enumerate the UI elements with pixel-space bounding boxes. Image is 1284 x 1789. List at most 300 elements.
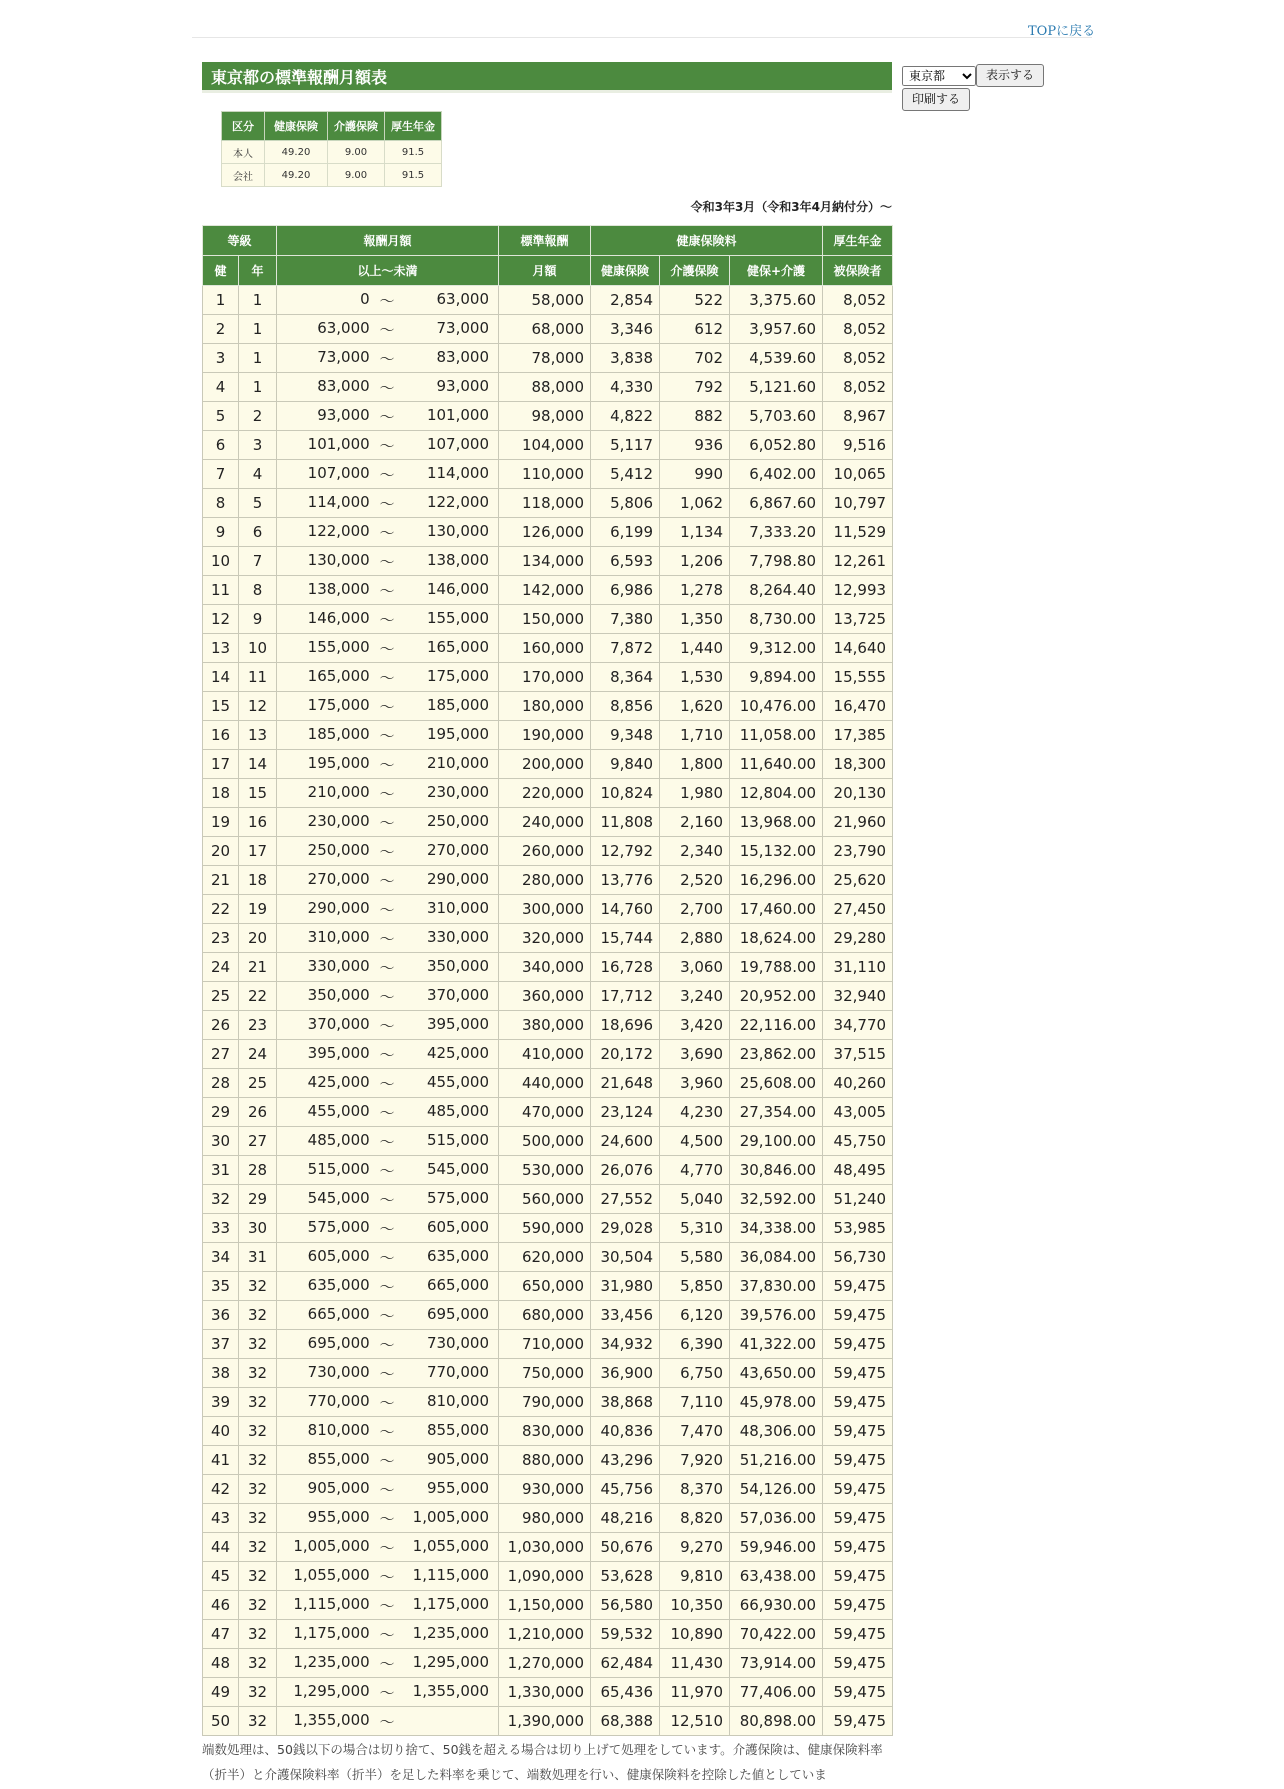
care-insurance-cell: 1,800	[660, 750, 730, 779]
grade-pension-cell: 28	[239, 1156, 277, 1185]
pension-insured-cell: 10,797	[823, 489, 893, 518]
range-separator: ～	[379, 1596, 395, 1615]
range-cell	[277, 837, 499, 866]
standard-monthly-cell: 180,000	[499, 692, 591, 721]
range-from: 165,000	[307, 666, 370, 685]
grade-health-cell: 43	[203, 1504, 239, 1533]
range-from: 455,000	[307, 1101, 370, 1120]
print-button[interactable]: 印刷する	[902, 88, 970, 111]
range-from: 635,000	[307, 1275, 370, 1294]
health-insurance-cell: 2,854	[591, 286, 660, 315]
health-plus-care-cell: 12,804.00	[730, 779, 823, 808]
care-insurance-cell: 7,110	[660, 1388, 730, 1417]
range-from: 210,000	[307, 782, 370, 801]
range-cell	[277, 1446, 499, 1475]
health-insurance-cell: 45,756	[591, 1475, 660, 1504]
table-row	[203, 1011, 893, 1040]
range-from: 107,000	[307, 463, 370, 482]
range-to: 101,000	[426, 405, 489, 424]
grade-health-cell: 49	[203, 1678, 239, 1707]
health-plus-care-cell: 43,650.00	[730, 1359, 823, 1388]
range-cell	[277, 1243, 499, 1272]
range-from: 370,000	[307, 1014, 370, 1033]
table-row	[203, 1707, 893, 1736]
header-standard: 標準報酬	[499, 226, 591, 256]
range-separator: ～	[379, 1567, 395, 1586]
table-row	[203, 1359, 893, 1388]
table-row	[203, 808, 893, 837]
grade-health-cell: 33	[203, 1214, 239, 1243]
range-from: 310,000	[307, 927, 370, 946]
grade-pension-cell: 2	[239, 402, 277, 431]
range-to: 107,000	[426, 434, 489, 453]
health-plus-care-cell: 17,460.00	[730, 895, 823, 924]
grade-pension-cell: 32	[239, 1301, 277, 1330]
range-to: 350,000	[426, 956, 489, 975]
health-insurance-cell: 12,792	[591, 837, 660, 866]
standard-monthly-cell: 280,000	[499, 866, 591, 895]
care-insurance-cell: 882	[660, 402, 730, 431]
range-cell	[277, 1562, 499, 1591]
grade-pension-cell: 5	[239, 489, 277, 518]
standard-monthly-cell: 830,000	[499, 1417, 591, 1446]
pension-insured-cell: 8,052	[823, 315, 893, 344]
range-from: 93,000	[317, 405, 370, 424]
range-to: 250,000	[426, 811, 489, 830]
health-plus-care-cell: 45,978.00	[730, 1388, 823, 1417]
grade-pension-cell: 1	[239, 286, 277, 315]
rate-row	[222, 164, 442, 187]
health-insurance-cell: 5,117	[591, 431, 660, 460]
range-cell	[277, 1620, 499, 1649]
health-insurance-cell: 8,856	[591, 692, 660, 721]
health-plus-care-cell: 29,100.00	[730, 1127, 823, 1156]
subheader-health-ins: 健康保険	[591, 256, 660, 286]
table-row	[203, 982, 893, 1011]
table-subheader-row	[203, 256, 893, 286]
range-from: 0	[360, 289, 370, 308]
care-insurance-cell: 522	[660, 286, 730, 315]
health-plus-care-cell: 63,438.00	[730, 1562, 823, 1591]
range-to: 185,000	[426, 695, 489, 714]
grade-pension-cell: 31	[239, 1243, 277, 1272]
health-plus-care-cell: 8,730.00	[730, 605, 823, 634]
health-insurance-cell: 16,728	[591, 953, 660, 982]
grade-health-cell: 36	[203, 1301, 239, 1330]
range-from: 485,000	[307, 1130, 370, 1149]
range-to: 114,000	[426, 463, 489, 482]
grade-pension-cell: 20	[239, 924, 277, 953]
standard-monthly-cell: 170,000	[499, 663, 591, 692]
care-insurance-cell: 9,270	[660, 1533, 730, 1562]
range-separator: ～	[379, 1364, 395, 1383]
grade-pension-cell: 25	[239, 1069, 277, 1098]
standard-monthly-cell: 980,000	[499, 1504, 591, 1533]
range-separator: ～	[379, 1509, 395, 1528]
grade-health-cell: 15	[203, 692, 239, 721]
subheader-insured: 被保険者	[823, 256, 893, 286]
care-insurance-cell: 1,062	[660, 489, 730, 518]
health-plus-care-cell: 3,375.60	[730, 286, 823, 315]
table-row	[203, 1040, 893, 1069]
grade-pension-cell: 1	[239, 373, 277, 402]
range-cell	[277, 1011, 499, 1040]
care-insurance-cell: 4,500	[660, 1127, 730, 1156]
table-row	[203, 460, 893, 489]
range-cell	[277, 431, 499, 460]
standard-monthly-cell: 160,000	[499, 634, 591, 663]
prefecture-select[interactable]	[902, 66, 976, 86]
grade-health-cell: 9	[203, 518, 239, 547]
range-to: 730,000	[426, 1333, 489, 1352]
rate-cell: 49.20	[265, 141, 328, 164]
grade-pension-cell: 14	[239, 750, 277, 779]
table-row	[203, 547, 893, 576]
care-insurance-cell: 10,890	[660, 1620, 730, 1649]
standard-monthly-cell: 790,000	[499, 1388, 591, 1417]
health-insurance-cell: 7,872	[591, 634, 660, 663]
table-header-row	[203, 226, 893, 256]
standard-monthly-cell: 620,000	[499, 1243, 591, 1272]
grade-pension-cell: 32	[239, 1272, 277, 1301]
standard-monthly-cell: 650,000	[499, 1272, 591, 1301]
range-separator: ～	[379, 639, 395, 658]
health-plus-care-cell: 20,952.00	[730, 982, 823, 1011]
pension-insured-cell: 8,967	[823, 402, 893, 431]
standard-monthly-cell: 500,000	[499, 1127, 591, 1156]
range-cell	[277, 1156, 499, 1185]
range-cell	[277, 1475, 499, 1504]
grade-health-cell: 45	[203, 1562, 239, 1591]
table-row	[203, 576, 893, 605]
pension-insured-cell: 59,475	[823, 1475, 893, 1504]
pension-insured-cell: 53,985	[823, 1214, 893, 1243]
health-plus-care-cell: 54,126.00	[730, 1475, 823, 1504]
range-cell	[277, 1678, 499, 1707]
grade-health-cell: 3	[203, 344, 239, 373]
standard-monthly-cell: 110,000	[499, 460, 591, 489]
health-insurance-cell: 24,600	[591, 1127, 660, 1156]
rate-cell: 91.5	[385, 141, 442, 164]
table-row	[203, 1069, 893, 1098]
pension-insured-cell: 59,475	[823, 1330, 893, 1359]
pension-insured-cell: 21,960	[823, 808, 893, 837]
range-to: 955,000	[426, 1478, 489, 1497]
grade-pension-cell: 32	[239, 1562, 277, 1591]
range-from: 330,000	[307, 956, 370, 975]
grade-pension-cell: 30	[239, 1214, 277, 1243]
range-cell	[277, 576, 499, 605]
range-from: 575,000	[307, 1217, 370, 1236]
range-separator: ～	[379, 1393, 395, 1412]
pension-insured-cell: 12,261	[823, 547, 893, 576]
care-insurance-cell: 792	[660, 373, 730, 402]
table-row	[203, 286, 893, 315]
rate-cell: 会社	[222, 164, 265, 187]
pension-insured-cell: 8,052	[823, 373, 893, 402]
table-row	[203, 605, 893, 634]
table-row	[203, 1678, 893, 1707]
standard-monthly-cell: 360,000	[499, 982, 591, 1011]
range-to: 695,000	[426, 1304, 489, 1323]
health-insurance-cell: 30,504	[591, 1243, 660, 1272]
grade-health-cell: 6	[203, 431, 239, 460]
health-plus-care-cell: 22,116.00	[730, 1011, 823, 1040]
health-plus-care-cell: 39,576.00	[730, 1301, 823, 1330]
range-to: 63,000	[436, 289, 489, 308]
health-insurance-cell: 36,900	[591, 1359, 660, 1388]
range-separator: ～	[379, 1045, 395, 1064]
range-separator: ～	[379, 842, 395, 861]
range-from: 855,000	[307, 1449, 370, 1468]
health-insurance-cell: 62,484	[591, 1649, 660, 1678]
table-row	[203, 721, 893, 750]
table-row	[203, 1214, 893, 1243]
range-separator: ～	[379, 726, 395, 745]
range-separator: ～	[379, 1306, 395, 1325]
grade-health-cell: 35	[203, 1272, 239, 1301]
range-from: 138,000	[307, 579, 370, 598]
standard-monthly-cell: 1,390,000	[499, 1707, 591, 1736]
range-cell	[277, 1649, 499, 1678]
pension-insured-cell: 59,475	[823, 1504, 893, 1533]
range-from: 230,000	[307, 811, 370, 830]
range-to: 210,000	[426, 753, 489, 772]
rate-row	[222, 141, 442, 164]
range-cell	[277, 1388, 499, 1417]
pension-insured-cell: 16,470	[823, 692, 893, 721]
grade-pension-cell: 9	[239, 605, 277, 634]
rate-header-cell: 厚生年金	[385, 112, 442, 141]
range-cell	[277, 489, 499, 518]
range-from: 605,000	[307, 1246, 370, 1265]
range-cell	[277, 866, 499, 895]
table-row	[203, 1533, 893, 1562]
pension-insured-cell: 59,475	[823, 1301, 893, 1330]
standard-monthly-cell: 470,000	[499, 1098, 591, 1127]
grade-health-cell: 4	[203, 373, 239, 402]
range-separator: ～	[379, 987, 395, 1006]
health-plus-care-cell: 11,640.00	[730, 750, 823, 779]
rate-cell: 9.00	[328, 141, 385, 164]
range-separator: ～	[379, 1219, 395, 1238]
range-from: 63,000	[317, 318, 370, 337]
range-cell	[277, 779, 499, 808]
range-cell	[277, 1069, 499, 1098]
standard-monthly-cell: 58,000	[499, 286, 591, 315]
range-cell	[277, 1504, 499, 1533]
grade-pension-cell: 21	[239, 953, 277, 982]
table-row	[203, 431, 893, 460]
range-from: 955,000	[307, 1507, 370, 1526]
pension-insured-cell: 31,110	[823, 953, 893, 982]
grade-health-cell: 10	[203, 547, 239, 576]
range-from: 114,000	[307, 492, 370, 511]
grade-pension-cell: 32	[239, 1475, 277, 1504]
grade-pension-cell: 32	[239, 1591, 277, 1620]
grade-health-cell: 23	[203, 924, 239, 953]
standard-monthly-cell: 200,000	[499, 750, 591, 779]
table-row	[203, 344, 893, 373]
grade-pension-cell: 16	[239, 808, 277, 837]
range-separator: ～	[379, 871, 395, 890]
health-plus-care-cell: 3,957.60	[730, 315, 823, 344]
subheader-care-ins: 介護保険	[660, 256, 730, 286]
health-plus-care-cell: 48,306.00	[730, 1417, 823, 1446]
care-insurance-cell: 7,470	[660, 1417, 730, 1446]
table-row	[203, 1330, 893, 1359]
health-plus-care-cell: 23,862.00	[730, 1040, 823, 1069]
range-cell	[277, 1040, 499, 1069]
range-from: 695,000	[307, 1333, 370, 1352]
range-to: 270,000	[426, 840, 489, 859]
pension-insured-cell: 10,065	[823, 460, 893, 489]
rate-header-cell: 健康保険	[265, 112, 328, 141]
range-from: 1,355,000	[293, 1710, 370, 1729]
table-row	[203, 1185, 893, 1214]
pension-insured-cell: 59,475	[823, 1359, 893, 1388]
range-separator: ～	[379, 1277, 395, 1296]
top-link[interactable]: TOPに戻る	[1028, 24, 1096, 39]
pension-insured-cell: 59,475	[823, 1678, 893, 1707]
range-from: 1,175,000	[293, 1623, 370, 1642]
grade-health-cell: 32	[203, 1185, 239, 1214]
range-separator: ～	[379, 1248, 395, 1267]
care-insurance-cell: 2,880	[660, 924, 730, 953]
header-monthly-pay: 報酬月額	[277, 226, 499, 256]
health-plus-care-cell: 25,608.00	[730, 1069, 823, 1098]
care-insurance-cell: 6,120	[660, 1301, 730, 1330]
range-cell	[277, 895, 499, 924]
table-row	[203, 1620, 893, 1649]
care-insurance-cell: 1,440	[660, 634, 730, 663]
grade-pension-cell: 13	[239, 721, 277, 750]
health-plus-care-cell: 41,322.00	[730, 1330, 823, 1359]
care-insurance-cell: 1,278	[660, 576, 730, 605]
health-plus-care-cell: 19,788.00	[730, 953, 823, 982]
range-cell	[277, 518, 499, 547]
range-to: 425,000	[426, 1043, 489, 1062]
pension-insured-cell: 59,475	[823, 1562, 893, 1591]
pension-insured-cell: 9,516	[823, 431, 893, 460]
grade-health-cell: 37	[203, 1330, 239, 1359]
pension-insured-cell: 29,280	[823, 924, 893, 953]
grade-pension-cell: 10	[239, 634, 277, 663]
range-cell	[277, 953, 499, 982]
health-insurance-cell: 6,593	[591, 547, 660, 576]
table-row	[203, 924, 893, 953]
care-insurance-cell: 3,960	[660, 1069, 730, 1098]
standard-monthly-cell: 240,000	[499, 808, 591, 837]
rate-header-cell: 区分	[222, 112, 265, 141]
pension-insured-cell: 17,385	[823, 721, 893, 750]
table-row	[203, 1504, 893, 1533]
pension-insured-cell: 14,640	[823, 634, 893, 663]
health-insurance-cell: 40,836	[591, 1417, 660, 1446]
range-to: 146,000	[426, 579, 489, 598]
table-row	[203, 1591, 893, 1620]
health-plus-care-cell: 30,846.00	[730, 1156, 823, 1185]
range-from: 290,000	[307, 898, 370, 917]
range-separator: ～	[379, 1132, 395, 1151]
grade-health-cell: 17	[203, 750, 239, 779]
health-insurance-cell: 15,744	[591, 924, 660, 953]
grade-pension-cell: 32	[239, 1359, 277, 1388]
table-row	[203, 953, 893, 982]
range-to: 1,055,000	[412, 1536, 489, 1555]
health-plus-care-cell: 59,946.00	[730, 1533, 823, 1562]
health-insurance-cell: 31,980	[591, 1272, 660, 1301]
grade-health-cell: 39	[203, 1388, 239, 1417]
standard-pay-table	[202, 225, 893, 1736]
health-insurance-cell: 27,552	[591, 1185, 660, 1214]
health-plus-care-cell: 70,422.00	[730, 1620, 823, 1649]
health-insurance-cell: 56,580	[591, 1591, 660, 1620]
range-to: 165,000	[426, 637, 489, 656]
standard-monthly-cell: 98,000	[499, 402, 591, 431]
health-insurance-cell: 43,296	[591, 1446, 660, 1475]
health-insurance-cell: 3,346	[591, 315, 660, 344]
health-plus-care-cell: 7,798.80	[730, 547, 823, 576]
range-cell	[277, 663, 499, 692]
health-plus-care-cell: 6,867.60	[730, 489, 823, 518]
range-cell	[277, 373, 499, 402]
range-separator: ～	[379, 320, 395, 339]
range-to: 138,000	[426, 550, 489, 569]
pension-insured-cell: 59,475	[823, 1533, 893, 1562]
range-separator: ～	[379, 1480, 395, 1499]
range-from: 146,000	[307, 608, 370, 627]
health-plus-care-cell: 34,338.00	[730, 1214, 823, 1243]
care-insurance-cell: 11,970	[660, 1678, 730, 1707]
grade-pension-cell: 32	[239, 1678, 277, 1707]
grade-health-cell: 2	[203, 315, 239, 344]
standard-monthly-cell: 104,000	[499, 431, 591, 460]
range-separator: ～	[379, 552, 395, 571]
grade-pension-cell: 32	[239, 1504, 277, 1533]
range-to: 810,000	[426, 1391, 489, 1410]
health-insurance-cell: 38,868	[591, 1388, 660, 1417]
grade-health-cell: 48	[203, 1649, 239, 1678]
range-from: 905,000	[307, 1478, 370, 1497]
range-to: 370,000	[426, 985, 489, 1004]
range-separator: ～	[379, 668, 395, 687]
table-row	[203, 1388, 893, 1417]
range-separator: ～	[379, 1161, 395, 1180]
care-insurance-cell: 11,430	[660, 1649, 730, 1678]
rate-cell: 本人	[222, 141, 265, 164]
pension-insured-cell: 8,052	[823, 344, 893, 373]
pension-insured-cell: 40,260	[823, 1069, 893, 1098]
care-insurance-cell: 6,750	[660, 1359, 730, 1388]
header-grade: 等級	[203, 226, 277, 256]
grade-health-cell: 18	[203, 779, 239, 808]
health-plus-care-cell: 13,968.00	[730, 808, 823, 837]
header-pension: 厚生年金	[823, 226, 893, 256]
range-to: 855,000	[426, 1420, 489, 1439]
show-button[interactable]: 表示する	[976, 64, 1044, 87]
standard-monthly-cell: 78,000	[499, 344, 591, 373]
table-row	[203, 1301, 893, 1330]
care-insurance-cell: 2,700	[660, 895, 730, 924]
range-cell	[277, 750, 499, 779]
grade-health-cell: 38	[203, 1359, 239, 1388]
pension-insured-cell: 23,790	[823, 837, 893, 866]
health-insurance-cell: 9,840	[591, 750, 660, 779]
health-plus-care-cell: 37,830.00	[730, 1272, 823, 1301]
range-cell	[277, 634, 499, 663]
pension-insured-cell: 59,475	[823, 1417, 893, 1446]
